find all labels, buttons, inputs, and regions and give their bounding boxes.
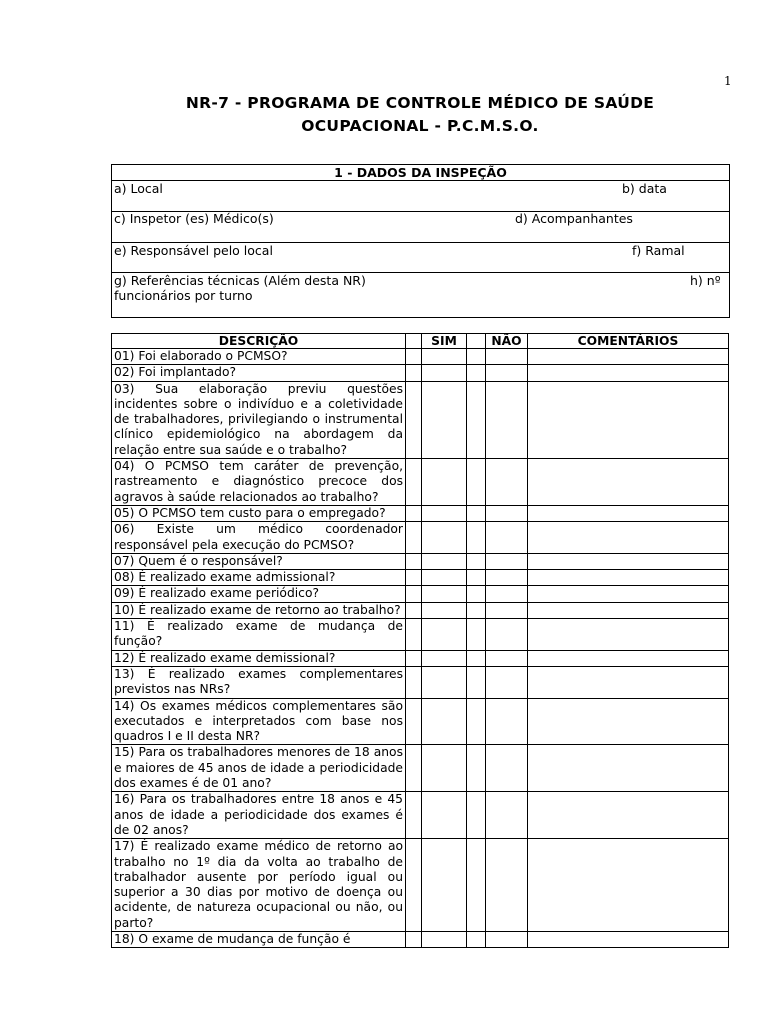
- question-text: 16) Para os trabalhadores entre 18 anos e 45 anos de idade a periodicidade dos exames é de 02 anos?: [112, 792, 406, 839]
- inspection-data-header: 1 - DADOS DA INSPEÇÃO: [334, 165, 507, 180]
- table-row: [112, 650, 729, 666]
- comment-cell[interactable]: [528, 745, 729, 792]
- question-text: 07) Quem é o responsável?: [112, 553, 406, 569]
- table-row: [112, 553, 729, 569]
- row-local: [112, 180, 729, 212]
- references-label: g) Referências técnicas (Além desta NR): [114, 273, 366, 288]
- table-row: [112, 792, 729, 839]
- table-row: [112, 570, 729, 586]
- comment-cell[interactable]: [528, 553, 729, 569]
- header-comentarios: COMENTÁRIOS: [528, 334, 729, 349]
- nao-answer-cell[interactable]: [486, 650, 528, 666]
- sim-answer-cell[interactable]: [422, 349, 467, 365]
- nao-answer-cell[interactable]: [486, 586, 528, 602]
- sim-answer-cell[interactable]: [422, 666, 467, 698]
- table-row: [112, 522, 729, 554]
- spacer-cell: [467, 522, 486, 554]
- table-row: [112, 931, 729, 947]
- table-row: [112, 459, 729, 506]
- comment-cell[interactable]: [528, 570, 729, 586]
- table-row: [112, 586, 729, 602]
- question-text: 11) É realizado exame de mudança de função?: [112, 619, 406, 651]
- nao-answer-cell[interactable]: [486, 839, 528, 932]
- sim-answer-cell[interactable]: [422, 381, 467, 458]
- nao-answer-cell[interactable]: [486, 619, 528, 651]
- comment-cell[interactable]: [528, 505, 729, 521]
- spacer-cell: [467, 619, 486, 651]
- spacer-cell: [467, 931, 486, 947]
- question-text: 03) Sua elaboração previu questões incidentes sobre o indivíduo e a coletividade de trabalhadores, privilegiando o instrumental clínico epidemiológico na abordagem da relação entre sua saúde e o trabalho?: [112, 381, 406, 458]
- sim-answer-cell[interactable]: [422, 839, 467, 932]
- table-row: [112, 365, 729, 381]
- nao-answer-cell[interactable]: [486, 522, 528, 554]
- nao-answer-cell[interactable]: [486, 381, 528, 458]
- spacer-cell: [467, 365, 486, 381]
- sim-answer-cell[interactable]: [422, 602, 467, 618]
- row-inspector: [112, 211, 729, 242]
- sim-answer-cell[interactable]: [422, 553, 467, 569]
- question-text: 10) É realizado exame de retorno ao trabalho?: [112, 602, 406, 618]
- spacer-cell: [467, 745, 486, 792]
- spacer-cell: [406, 931, 422, 947]
- comment-cell[interactable]: [528, 381, 729, 458]
- comment-cell[interactable]: [528, 839, 729, 932]
- spacer-cell: [406, 505, 422, 521]
- question-text: 02) Foi implantado?: [112, 365, 406, 381]
- spacer-cell: [467, 505, 486, 521]
- question-text: 05) O PCMSO tem custo para o empregado?: [112, 505, 406, 521]
- spacer-cell: [406, 650, 422, 666]
- sim-answer-cell[interactable]: [422, 505, 467, 521]
- spacer-cell: [467, 570, 486, 586]
- spacer-cell: [406, 698, 422, 745]
- table-row: [112, 619, 729, 651]
- table-row: [112, 505, 729, 521]
- sim-answer-cell[interactable]: [422, 570, 467, 586]
- sim-answer-cell[interactable]: [422, 365, 467, 381]
- nao-answer-cell[interactable]: [486, 570, 528, 586]
- table-row: [112, 381, 729, 458]
- spacer-cell: [467, 650, 486, 666]
- header-spacer: [406, 334, 422, 349]
- spacer-cell: [467, 792, 486, 839]
- table-row: [112, 839, 729, 932]
- document-subtitle: OCUPACIONAL - P.C.M.S.O.: [301, 117, 539, 135]
- table-row: [112, 602, 729, 618]
- nao-answer-cell[interactable]: [486, 698, 528, 745]
- sim-answer-cell[interactable]: [422, 619, 467, 651]
- nao-answer-cell[interactable]: [486, 349, 528, 365]
- checklist-header-row: [112, 334, 729, 349]
- sim-answer-cell[interactable]: [422, 650, 467, 666]
- inspector-label: c) Inspetor (es) Médico(s): [114, 211, 274, 226]
- spacer-cell: [406, 586, 422, 602]
- comment-cell[interactable]: [528, 792, 729, 839]
- sim-answer-cell[interactable]: [422, 698, 467, 745]
- question-text: 04) O PCMSO tem caráter de prevenção, rastreamento e diagnóstico precoce dos agravos à saúde relacionados ao trabalho?: [112, 459, 406, 506]
- comment-cell[interactable]: [528, 650, 729, 666]
- companions-label: d) Acompanhantes: [515, 211, 633, 226]
- comment-cell[interactable]: [528, 619, 729, 651]
- sim-answer-cell[interactable]: [422, 586, 467, 602]
- employees-per-shift-label: funcionários por turno: [114, 288, 253, 303]
- nao-answer-cell[interactable]: [486, 745, 528, 792]
- spacer-cell: [406, 570, 422, 586]
- spacer-cell: [406, 602, 422, 618]
- extension-label: f) Ramal: [632, 243, 685, 258]
- checklist-table: [111, 333, 729, 948]
- spacer-cell: [406, 365, 422, 381]
- question-text: 06) Existe um médico coordenador responsável pela execução do PCMSO?: [112, 522, 406, 554]
- spacer-cell: [406, 839, 422, 932]
- inspection-data-box: [111, 164, 730, 318]
- comment-cell[interactable]: [528, 698, 729, 745]
- sim-answer-cell[interactable]: [422, 522, 467, 554]
- spacer-cell: [406, 792, 422, 839]
- question-text: 08) É realizado exame admissional?: [112, 570, 406, 586]
- local-label: a) Local: [114, 181, 163, 196]
- nao-answer-cell[interactable]: [486, 666, 528, 698]
- spacer-cell: [467, 349, 486, 365]
- spacer-cell: [467, 459, 486, 506]
- sim-answer-cell[interactable]: [422, 792, 467, 839]
- table-row: [112, 666, 729, 698]
- spacer-cell: [406, 381, 422, 458]
- row-responsible: [112, 242, 729, 273]
- row-references: [112, 272, 729, 318]
- question-text: 12) É realizado exame demissional?: [112, 650, 406, 666]
- comment-cell[interactable]: [528, 586, 729, 602]
- sim-answer-cell[interactable]: [422, 745, 467, 792]
- nao-answer-cell[interactable]: [486, 602, 528, 618]
- nao-answer-cell[interactable]: [486, 792, 528, 839]
- nao-answer-cell[interactable]: [486, 459, 528, 506]
- sim-answer-cell[interactable]: [422, 459, 467, 506]
- question-text: 15) Para os trabalhadores menores de 18 anos e maiores de 45 anos de idade a periodicidade dos exames é de 01 ano?: [112, 745, 406, 792]
- spacer-cell: [467, 839, 486, 932]
- spacer-cell: [406, 522, 422, 554]
- nao-answer-cell[interactable]: [486, 553, 528, 569]
- sim-answer-cell[interactable]: [422, 931, 467, 947]
- document-title: NR-7 - PROGRAMA DE CONTROLE MÉDICO DE SAÚDE: [185, 94, 655, 112]
- nao-answer-cell[interactable]: [486, 931, 528, 947]
- table-row: [112, 349, 729, 365]
- comment-cell[interactable]: [528, 666, 729, 698]
- spacer-cell: [406, 666, 422, 698]
- table-row: [112, 745, 729, 792]
- spacer-cell: [406, 349, 422, 365]
- comment-cell[interactable]: [528, 602, 729, 618]
- spacer-cell: [467, 586, 486, 602]
- spacer-cell: [467, 698, 486, 745]
- question-text: 09) É realizado exame periódico?: [112, 586, 406, 602]
- header-nao: NÃO: [486, 334, 528, 349]
- spacer-cell: [467, 553, 486, 569]
- spacer-cell: [406, 745, 422, 792]
- comment-cell[interactable]: [528, 522, 729, 554]
- comment-cell[interactable]: [528, 459, 729, 506]
- spacer-cell: [406, 553, 422, 569]
- spacer-cell: [406, 459, 422, 506]
- comment-cell[interactable]: [528, 349, 729, 365]
- comment-cell[interactable]: [528, 931, 729, 947]
- date-label: b) data: [622, 181, 667, 196]
- spacer-cell: [467, 666, 486, 698]
- page-number: 1: [724, 74, 732, 88]
- spacer-cell: [406, 619, 422, 651]
- question-text: 01) Foi elaborado o PCMSO?: [112, 349, 406, 365]
- responsible-label: e) Responsável pelo local: [114, 243, 273, 258]
- header-spacer: [467, 334, 486, 349]
- question-text: 13) É realizado exames complementares previstos nas NRs?: [112, 666, 406, 698]
- question-text: 18) O exame de mudança de função é: [112, 931, 406, 947]
- header-sim: SIM: [422, 334, 467, 349]
- comment-cell[interactable]: [528, 365, 729, 381]
- nao-answer-cell[interactable]: [486, 505, 528, 521]
- question-text: 14) Os exames médicos complementares são executados e interpretados com base nos quadros I e II desta NR?: [112, 698, 406, 745]
- question-text: 17) É realizado exame médico de retorno ao trabalho no 1º dia da volta ao trabalho de trabalhador ausente por período igual ou superior a 30 dias por motivo de doença ou acidente, de natureza ocupacional ou não, ou parto?: [112, 839, 406, 932]
- spacer-cell: [467, 381, 486, 458]
- spacer-cell: [467, 602, 486, 618]
- employees-label: h) nº: [690, 273, 721, 288]
- table-row: [112, 698, 729, 745]
- nao-answer-cell[interactable]: [486, 365, 528, 381]
- header-descricao: DESCRIÇÃO: [112, 334, 406, 349]
